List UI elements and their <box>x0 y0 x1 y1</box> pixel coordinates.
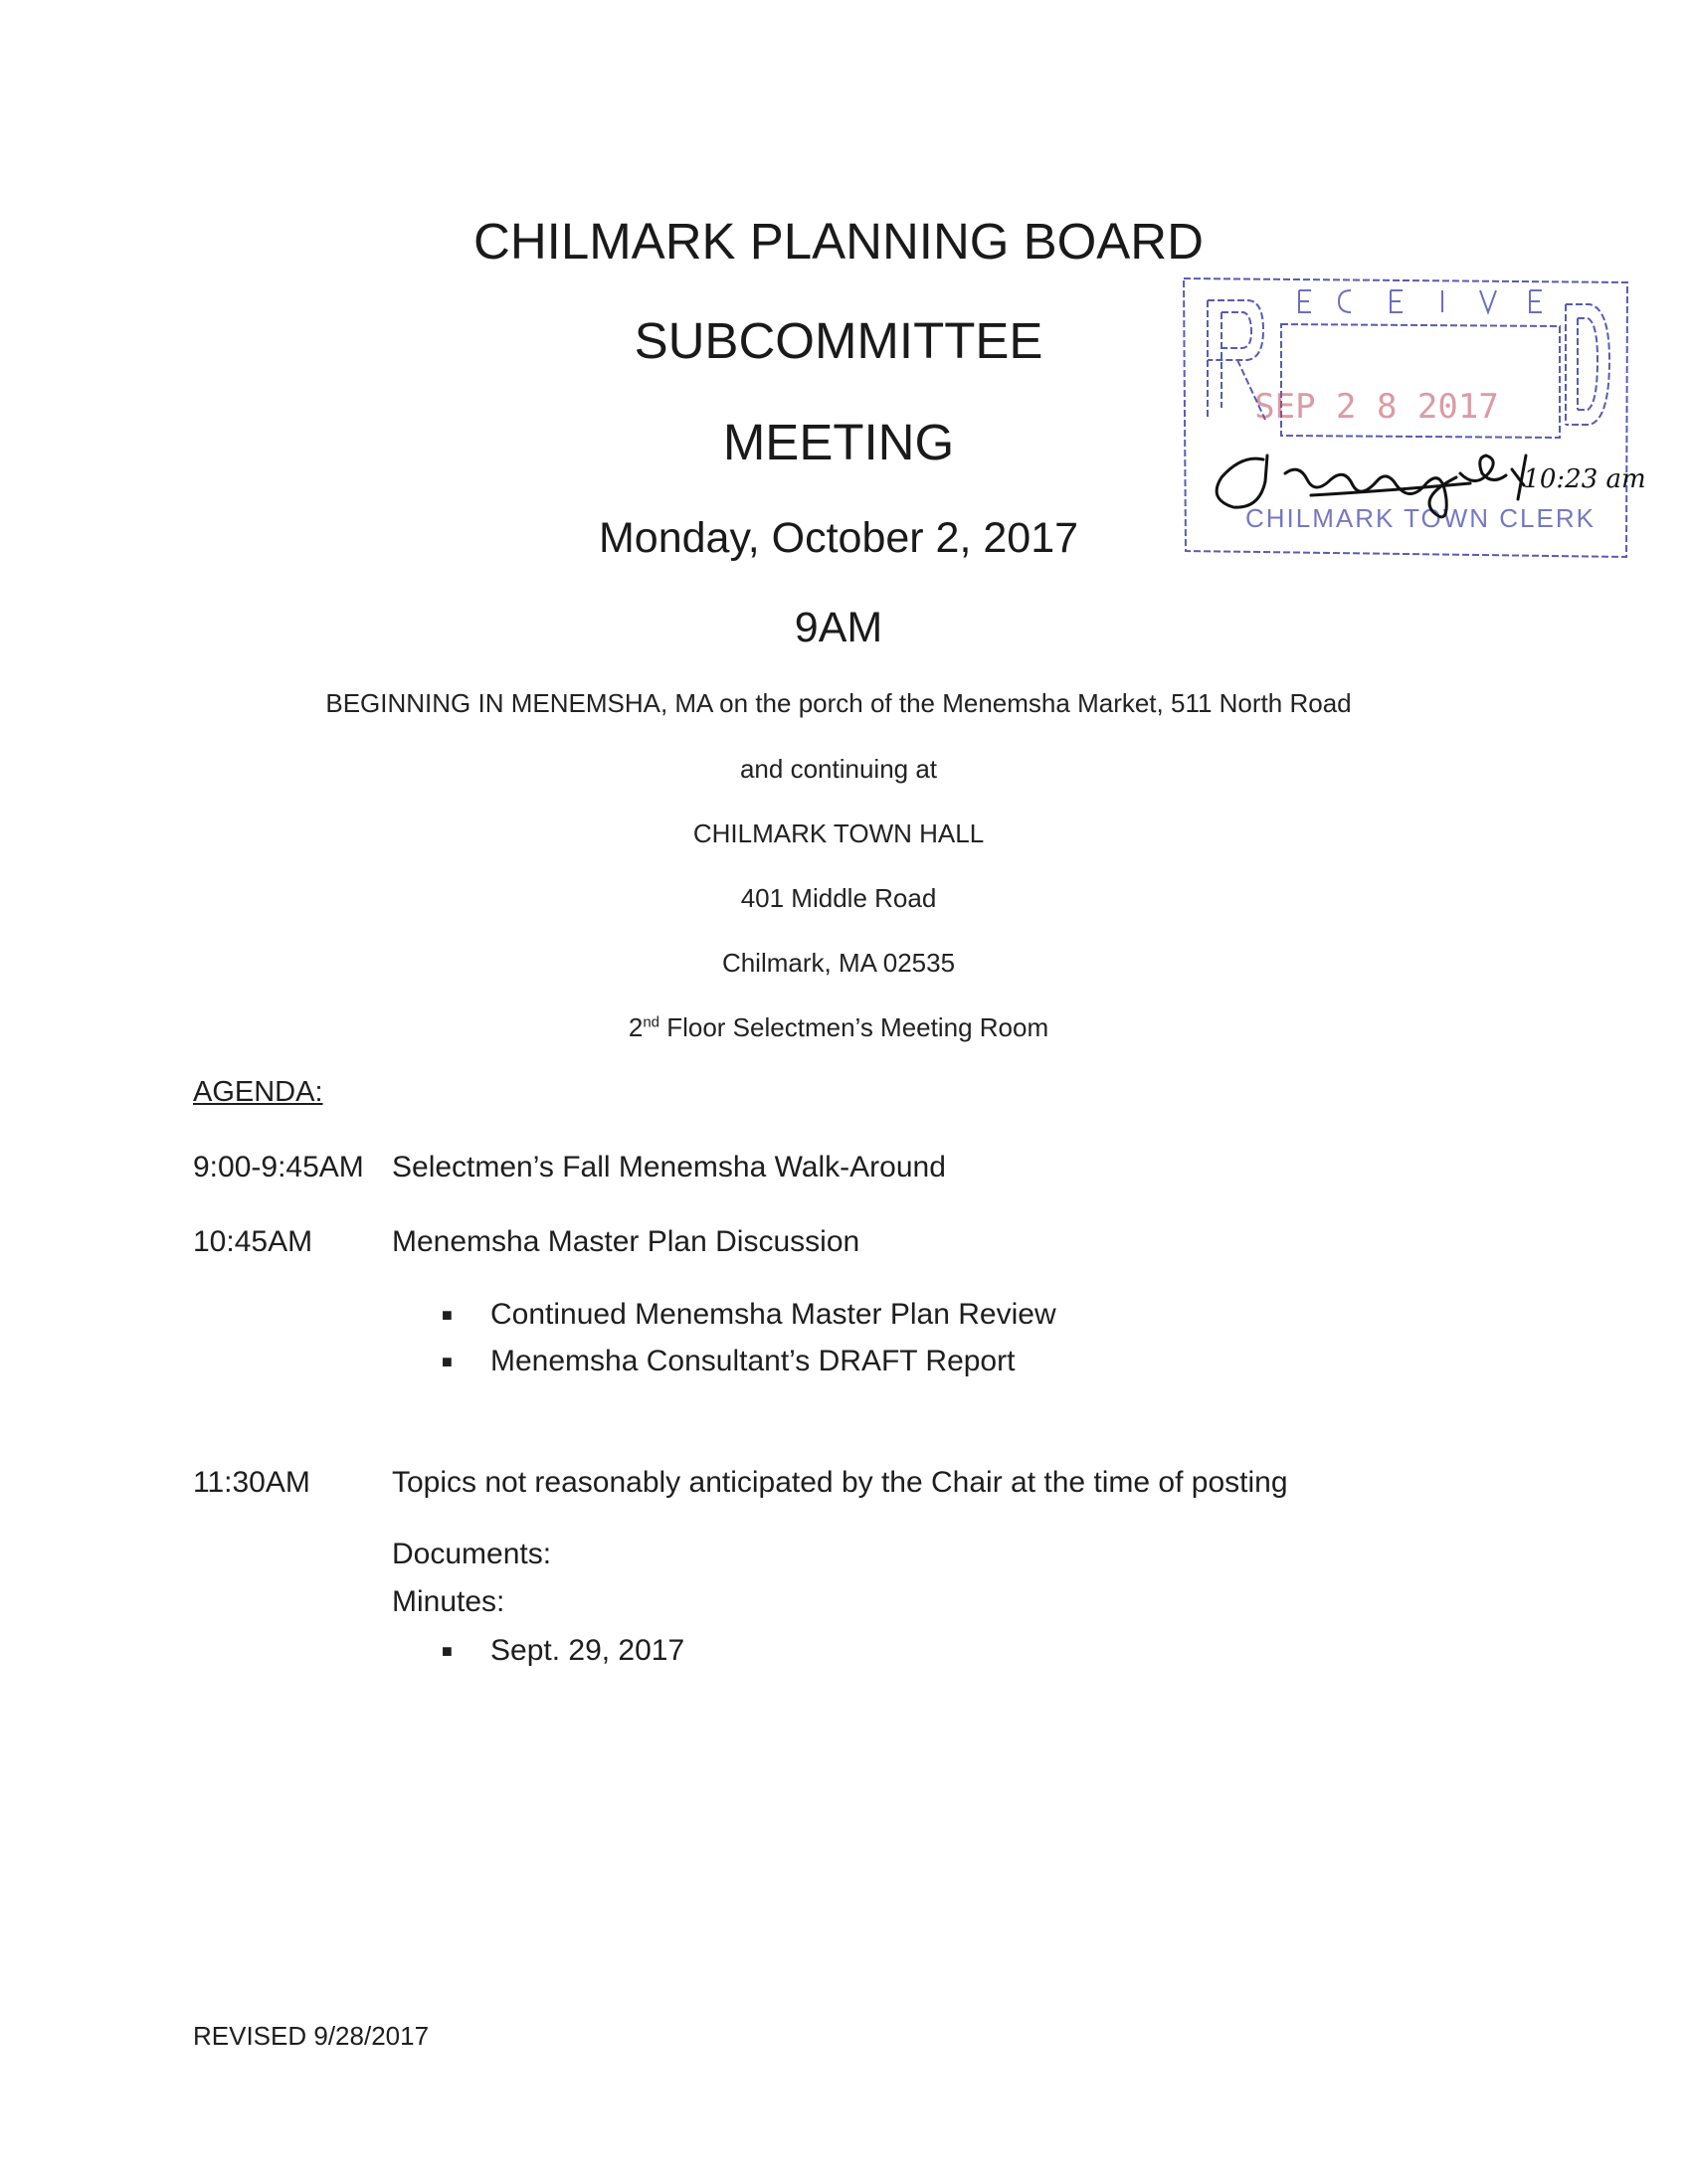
documents-label: Documents: <box>392 1538 552 1570</box>
title-line-1: CHILMARK PLANNING BOARD <box>473 213 1204 270</box>
revised-note: REVISED 9/28/2017 <box>193 2021 430 2051</box>
meeting-date: Monday, October 2, 2017 <box>598 514 1079 562</box>
title-line-2: SUBCOMMITTEE <box>634 312 1043 369</box>
agenda-item-2-desc: Menemsha Master Plan Discussion <box>392 1225 860 1258</box>
agenda-item-1-time: 9:00-9:45AM <box>193 1151 364 1183</box>
stamp-date: SEP 2 8 2017 <box>1254 387 1499 427</box>
bullet-icon: ■ <box>442 1352 453 1371</box>
title-line-3: MEETING <box>722 414 955 470</box>
location-line-4: 401 Middle Road <box>740 883 937 913</box>
room-floor-suffix: nd <box>643 1013 659 1031</box>
location-line-3: CHILMARK TOWN HALL <box>692 819 985 848</box>
location-line-1: BEGINNING IN MENEMSHA, MA on the porch of the Menemsha Market, 511 North Road <box>325 688 1352 718</box>
agenda-item-2-time: 10:45AM <box>193 1225 313 1258</box>
bullet-icon: ■ <box>442 1305 453 1325</box>
received-stamp <box>1182 261 1646 559</box>
location-line-5: Chilmark, MA 02535 <box>721 948 956 978</box>
agenda-item-2-bullet-1: Continued Menemsha Master Plan Review <box>490 1298 1056 1331</box>
agenda-item-1-desc: Selectmen’s Fall Menemsha Walk-Around <box>392 1151 946 1183</box>
handwritten-time: 10:23 am <box>1523 464 1646 494</box>
agenda-item-3-desc: Topics not reasonably anticipated by the Chair at the time of posting <box>392 1466 1288 1499</box>
minutes-bullet-1: Sept. 29, 2017 <box>490 1634 685 1667</box>
agenda-item-3-time: 11:30AM <box>193 1466 310 1499</box>
stamp-clerk: CHILMARK TOWN CLERK <box>1245 503 1596 533</box>
minutes-label: Minutes: <box>392 1585 505 1618</box>
bullet-icon: ■ <box>442 1641 453 1661</box>
room-floor-number: 2 <box>628 1012 644 1042</box>
location-line-2: and continuing at <box>739 754 938 784</box>
meeting-room <box>0 1010 1677 1044</box>
meeting-time: 9AM <box>794 604 883 651</box>
agenda-heading: AGENDA: <box>193 1076 323 1108</box>
agenda-item-2-bullet-2: Menemsha Consultant’s DRAFT Report <box>490 1345 1016 1377</box>
room-name: Floor Selectmen’s Meeting Room <box>659 1012 1049 1042</box>
